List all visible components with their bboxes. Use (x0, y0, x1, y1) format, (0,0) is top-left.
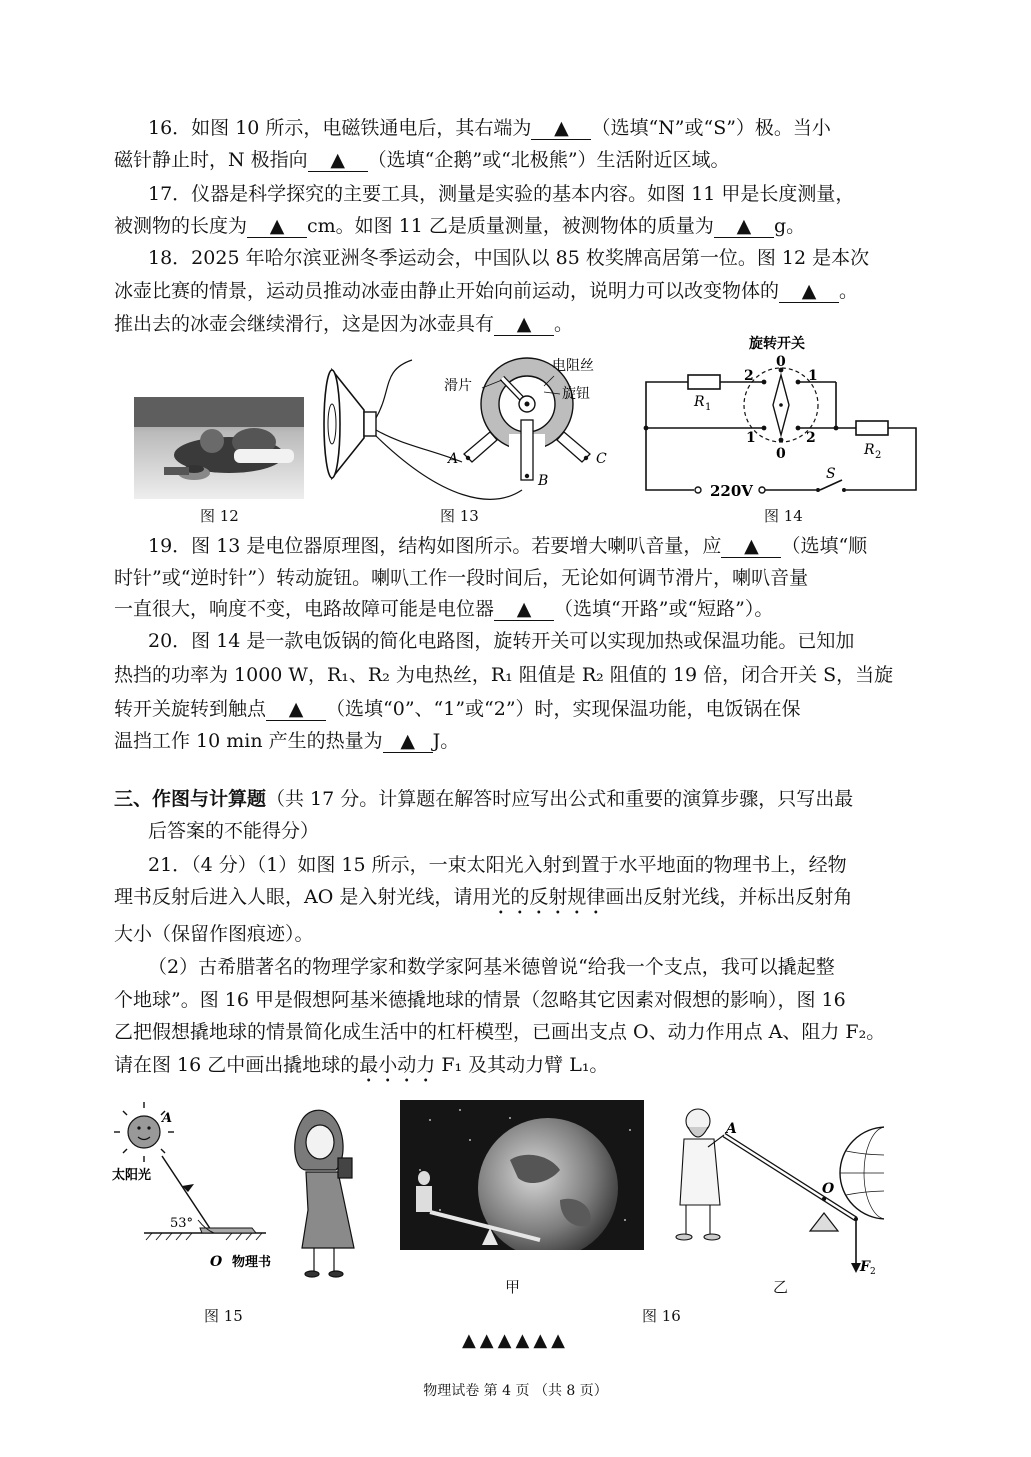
q16-text: 磁针静止时，N 极指向 (114, 149, 308, 171)
q20-text: J。 (432, 730, 460, 752)
force-f2-sub: 2 (870, 1267, 876, 1275)
contact-1-left: 1 (746, 430, 756, 446)
terminal-c-label: C (596, 451, 607, 467)
force-f2-label: F (860, 1259, 870, 1275)
contact-0-top: 0 (776, 354, 786, 370)
q18-line1: 18．2025 年哈尔滨亚洲冬季运动会，中国队以 85 枚奖牌高居第一位。图 12 是本次 (148, 247, 870, 269)
q21-line2 (114, 884, 852, 919)
book-label: 物理书 (232, 1255, 272, 1270)
earth-photo (400, 1100, 644, 1250)
q17-text: g。 (773, 215, 806, 237)
figure-16a-sublabel: 甲 (505, 1278, 521, 1296)
q17-text: cm。如图 11 乙是质量测量，被测物体的质量为 (307, 215, 714, 237)
q21-text: 请在图 16 乙中画出撬地球的 (114, 1054, 360, 1076)
rice-cooker-circuit (636, 330, 926, 505)
figure-16a-photo (400, 1100, 644, 1250)
q21-text: F₁ 及其动力臂 L₁。 (435, 1054, 609, 1076)
archimedes-figure (676, 1109, 724, 1240)
q20-text: 转开关旋转到触点 (114, 698, 267, 720)
angle-label: 53° (170, 1216, 194, 1231)
q16-line1 (148, 115, 831, 141)
section-3-heading (114, 786, 853, 812)
q21-line4: （2）古希腊著名的物理学家和数学家阿基米德曾说“给我一个支点，我可以撬起整 (148, 956, 835, 978)
figure-16b-diagram (664, 1095, 884, 1275)
sunlight-label: 太阳光 (112, 1168, 152, 1183)
q17-line2 (114, 213, 805, 239)
answer-blank[interactable]: ▲ (266, 698, 326, 721)
figure-13-diagram (322, 350, 622, 510)
answer-blank[interactable]: ▲ (383, 730, 433, 753)
answer-blank[interactable]: ▲ (779, 280, 839, 303)
q21-emphasis: 光的反射规律 (491, 886, 606, 908)
figure-12-photo (134, 397, 304, 499)
q21-line1: 21．（4 分）（1）如图 15 所示，一束太阳光入射到置于水平地面的物理书上，经物 (148, 854, 847, 876)
label-r1: R (694, 394, 705, 410)
point-o-label: O (210, 1254, 223, 1270)
answer-blank[interactable]: ▲ (308, 149, 368, 172)
answer-blank[interactable]: ▲ (714, 215, 774, 238)
label-switch-s: S (826, 466, 836, 482)
q20-text: 温挡工作 10 min 产生的热量为 (114, 730, 383, 752)
q17-line1: 17．仪器是科学探究的主要工具，测量是实验的基本内容。如图 11 甲是长度测量， (148, 183, 855, 205)
end-marks: ▲▲▲▲▲▲ (461, 1330, 570, 1351)
label-rotary-switch: 旋转开关 (749, 336, 805, 352)
figure-12-caption: 图 12 (200, 507, 239, 525)
figure-15-diagram (110, 1100, 380, 1280)
q16-text: （选填“企鹅”或“北极熊”）生活附近区域。 (367, 149, 730, 171)
label-knob: 旋钮 (562, 386, 590, 402)
q19-line1 (148, 533, 867, 559)
q20-line4 (114, 728, 459, 754)
terminal-b-label: B (538, 473, 549, 489)
q21-line7 (114, 1052, 608, 1087)
section-title: 三、作图与计算题 (114, 788, 267, 810)
q21-text: 画出反射光线，并标出反射角 (605, 886, 853, 908)
figure-14-caption: 图 14 (764, 507, 803, 525)
contact-2-left: 2 (744, 368, 754, 384)
terminal-a-label: A (448, 451, 459, 467)
q19-line2: 时针”或“逆时针”）转动旋钮。喇叭工作一段时间后，无论如何调节滑片，喇叭音量 (114, 567, 809, 589)
figure-16b-sublabel: 乙 (773, 1278, 789, 1296)
q19-text: 一直很大，响度不变，电路故障可能是电位器 (114, 598, 495, 620)
answer-blank[interactable]: ▲ (721, 535, 781, 558)
q19-text: 19．图 13 是电位器原理图，结构如图所示。若要增大喇叭音量，应 (148, 535, 722, 557)
figure-15-caption: 图 15 (204, 1307, 243, 1325)
q20-line3 (114, 696, 801, 722)
q18-text: 。 (554, 313, 574, 335)
answer-blank[interactable]: ▲ (531, 117, 591, 140)
q21-line5: 个地球”。图 16 甲是假想阿基米德撬地球的情景（忽略其它因素对假想的影响），图 16 (114, 989, 846, 1011)
q18-line2 (114, 278, 858, 304)
label-r1-sub: 1 (705, 402, 712, 413)
label-slider: 滑片 (444, 378, 472, 394)
q18-text: 推出去的冰壶会继续滑行，这是因为冰壶具有 (114, 313, 495, 335)
pivot-o-label: O (822, 1181, 835, 1197)
q21-line3: 大小（保留作图痕迹）。 (114, 923, 314, 945)
q21-emphasis: 最小动力 (359, 1054, 436, 1076)
q18-line3 (114, 311, 573, 337)
answer-blank[interactable]: ▲ (247, 215, 307, 238)
section-3-line2: 后答案的不能得分） (148, 820, 320, 842)
q17-text: 被测物的长度为 (114, 215, 248, 237)
page-footer: 物理试卷 第 4 页 （共 8 页） (423, 1383, 608, 1399)
answer-blank[interactable]: ▲ (494, 598, 554, 621)
label-r2-sub: 2 (875, 450, 882, 461)
contact-2-right: 2 (806, 430, 816, 446)
q20-line1: 20．图 14 是一款电饭锅的简化电路图，旋转开关可以实现加热或保温功能。已知加 (148, 630, 855, 652)
q18-text: 。 (839, 280, 859, 302)
curling-photo (134, 397, 304, 499)
label-voltage: 220V (710, 482, 753, 500)
potentiometer-diagram (322, 350, 622, 510)
q19-line3 (114, 596, 773, 622)
point-a-label: A (162, 1111, 173, 1126)
contact-0-bottom: 0 (776, 446, 786, 462)
figure-13-caption: 图 13 (440, 507, 479, 525)
q16-text: 16．如图 10 所示，电磁铁通电后，其右端为 (148, 117, 532, 139)
q16-text: （选填“N”或“S”）极。当小 (591, 117, 831, 139)
lever-diagram (664, 1095, 884, 1275)
q21-line6: 乙把假想撬地球的情景简化成生活中的杠杆模型，已画出支点 O、动力作用点 A、阻力 F₂。 (114, 1021, 886, 1043)
q16-line2 (114, 147, 730, 173)
label-r2: R (864, 442, 875, 458)
q18-text: 冰壶比赛的情景，运动员推动冰壶由静止开始向前运动，说明力可以改变物体的 (114, 280, 780, 302)
label-resistance-wire: 电阻丝 (552, 358, 594, 374)
q19-text: （选填“开路”或“短路”）。 (554, 598, 774, 620)
q21-text: 理书反射后进入人眼，AO 是入射光线，请用 (114, 886, 492, 908)
contact-1-right: 1 (808, 368, 818, 384)
q20-text: （选填“0”、“1”或“2”）时，实现保温功能，电饭锅在保 (326, 698, 801, 720)
reflection-diagram (110, 1100, 380, 1280)
point-a-label: A (726, 1121, 737, 1137)
q19-text: （选填“顺 (781, 535, 868, 557)
figure-16-caption: 图 16 (642, 1307, 681, 1325)
q20-line2: 热挡的功率为 1000 W，R₁、R₂ 为电热丝，R₁ 阻值是 R₂ 阻值的 19 倍，闭合开关 S，当旋 (114, 664, 894, 686)
section-instructions: （共 17 分。计算题在解答时应写出公式和重要的演算步骤，只写出最 (266, 788, 854, 810)
answer-blank[interactable]: ▲ (494, 313, 554, 336)
girl-figure (295, 1110, 354, 1277)
figure-14-circuit (636, 330, 926, 505)
